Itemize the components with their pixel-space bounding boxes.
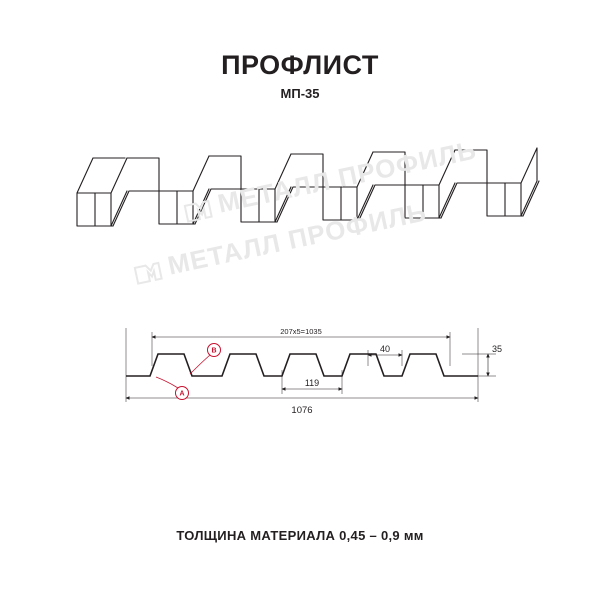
iso-rib-6-face (487, 183, 521, 216)
iso-valley-1 (113, 191, 159, 226)
iso-rib-5-face (405, 185, 439, 218)
dim-label-height: 35 (492, 344, 503, 354)
iso-rib-6-top (487, 148, 537, 183)
iso-rib-5-slope (439, 183, 455, 218)
iso-rib-6-slope (521, 181, 537, 216)
watermark-top-label: МЕТАЛЛ ПРОФИЛЬ (215, 134, 480, 219)
iso-valley-5 (441, 183, 487, 218)
cross-section-drawing (110, 310, 503, 420)
iso-end-slope (523, 181, 539, 216)
callout-balloon-b-label: B (211, 347, 217, 355)
callout-leader-a (156, 377, 178, 388)
iso-valley-2 (195, 189, 241, 224)
iso-rib-1-right (127, 158, 159, 191)
iso-valley-4 (359, 185, 405, 220)
dim-label-rib-width: 40 (379, 344, 391, 354)
callout-group (156, 344, 221, 400)
iso-rib-3-slope (275, 187, 291, 222)
iso-rib-2-slope (193, 189, 209, 224)
iso-left-start (77, 158, 125, 193)
iso-rib-3-top (241, 154, 291, 189)
iso-rib-4-slope (357, 185, 373, 220)
iso-rib-1-slope (111, 191, 127, 226)
iso-rib-3-right (291, 154, 323, 187)
iso-rib-3-face (241, 189, 275, 222)
iso-rib-4-right (373, 152, 405, 185)
page-subtitle: МП-35 (280, 86, 320, 101)
material-thickness-note: ТОЛЩИНА МАТЕРИАЛА 0,45 – 0,9 мм (176, 528, 424, 543)
iso-rib-2-face (159, 191, 193, 224)
iso-rib-5-right (455, 150, 487, 183)
isometric-profile-view (55, 130, 550, 270)
iso-rib-1-face (77, 193, 111, 226)
dim-label-inner-pitch: 119 (304, 378, 320, 388)
dim-label-pitch-total: 207x5=1035 (280, 327, 322, 336)
callout-balloon-a-label: A (179, 390, 185, 398)
profile-section-outline (126, 354, 478, 376)
iso-valley-3 (277, 187, 323, 222)
page-title: ПРОФЛИСТ (221, 50, 379, 80)
callout-leader-b (190, 355, 210, 374)
iso-rib-2-top (159, 156, 209, 191)
isometric-svg (55, 130, 550, 270)
iso-rib-2-right (209, 156, 241, 189)
iso-rib-5-top (405, 150, 455, 185)
cross-section-svg (110, 310, 503, 420)
iso-rib-4-face (323, 187, 357, 220)
dim-label-overall: 1076 (291, 405, 313, 416)
iso-rib-4-top (323, 152, 373, 187)
watermark-bottom-label: МЕТАЛЛ ПРОФИЛЬ (165, 196, 430, 281)
